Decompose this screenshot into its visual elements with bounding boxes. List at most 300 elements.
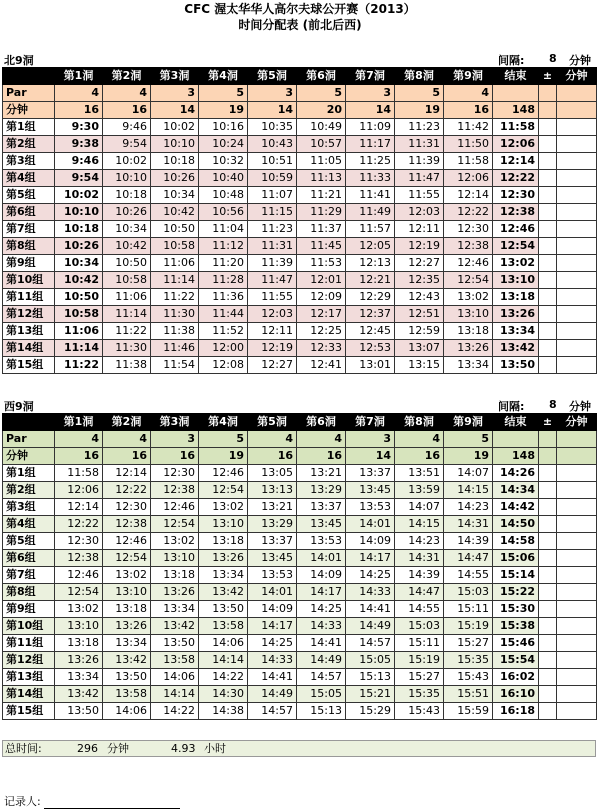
group-label: 第8组 xyxy=(3,584,55,601)
tee-time-cell: 13:42 xyxy=(103,652,151,669)
tee-time-cell: 12:38 xyxy=(151,482,199,499)
tee-time-cell: 13:58 xyxy=(199,618,248,635)
tee-time-cell: 13:42 xyxy=(151,618,199,635)
adjust-cell[interactable] xyxy=(539,136,557,153)
adjust-cell[interactable] xyxy=(557,635,597,652)
tee-time-cell: 13:02 xyxy=(151,533,199,550)
empty-cell xyxy=(539,85,557,102)
tee-time-cell: 10:26 xyxy=(55,238,103,255)
group-label: 第10组 xyxy=(3,272,55,289)
tee-time-cell: 13:15 xyxy=(395,357,444,374)
tee-time-cell: 12:54 xyxy=(199,482,248,499)
tee-time-cell: 14:39 xyxy=(444,533,493,550)
adjust-cell[interactable] xyxy=(539,703,557,720)
adjust-cell[interactable] xyxy=(539,652,557,669)
minutes-label: 分钟 xyxy=(3,448,55,465)
tee-time-cell: 12:46 xyxy=(55,567,103,584)
tee-time-cell: 12:35 xyxy=(395,272,444,289)
north-header-cell: ± xyxy=(539,68,557,85)
minutes-value: 20 xyxy=(297,102,346,119)
minutes-value: 16 xyxy=(297,448,346,465)
end-time-cell: 13:42 xyxy=(493,340,539,357)
tee-time-cell: 13:45 xyxy=(346,482,395,499)
tee-time-cell: 14:15 xyxy=(395,516,444,533)
tee-time-cell: 13:18 xyxy=(103,601,151,618)
adjust-cell[interactable] xyxy=(557,221,597,238)
tee-time-cell: 15:35 xyxy=(444,652,493,669)
group-label: 第13组 xyxy=(3,669,55,686)
group-label: 第15组 xyxy=(3,357,55,374)
adjust-cell[interactable] xyxy=(539,153,557,170)
table-row xyxy=(3,221,597,238)
group-label: 第15组 xyxy=(3,703,55,720)
tee-time-cell: 13:21 xyxy=(248,499,297,516)
total-hours-value: 4.93 xyxy=(171,742,196,755)
tee-time-cell: 12:11 xyxy=(395,221,444,238)
par-value: 5 xyxy=(199,431,248,448)
tee-time-cell: 15:13 xyxy=(297,703,346,720)
west-schedule-table xyxy=(2,413,597,720)
adjust-cell[interactable] xyxy=(557,482,597,499)
west-header-cell: ± xyxy=(539,414,557,431)
par-value: 5 xyxy=(444,431,493,448)
total-time-label: 总时间: xyxy=(5,742,42,755)
tee-time-cell: 12:06 xyxy=(444,170,493,187)
west-header-cell: 第8洞 xyxy=(395,414,444,431)
adjust-cell[interactable] xyxy=(539,255,557,272)
par-value: 5 xyxy=(395,85,444,102)
table-row xyxy=(3,550,597,567)
tee-time-cell: 9:38 xyxy=(55,136,103,153)
adjust-cell[interactable] xyxy=(557,153,597,170)
adjust-cell[interactable] xyxy=(539,550,557,567)
adjust-cell[interactable] xyxy=(557,306,597,323)
adjust-cell[interactable] xyxy=(539,482,557,499)
tee-time-cell: 10:02 xyxy=(55,187,103,204)
par-value: 3 xyxy=(248,85,297,102)
tee-time-cell: 14:14 xyxy=(151,686,199,703)
north-header-cell: 结束 xyxy=(493,68,539,85)
north-header-cell: 第9洞 xyxy=(444,68,493,85)
tee-time-cell: 15:19 xyxy=(444,618,493,635)
end-time-cell: 15:54 xyxy=(493,652,539,669)
adjust-cell[interactable] xyxy=(539,272,557,289)
tee-time-cell: 13:58 xyxy=(151,652,199,669)
tee-time-cell: 11:31 xyxy=(395,136,444,153)
adjust-cell[interactable] xyxy=(557,170,597,187)
tee-time-cell: 10:58 xyxy=(151,238,199,255)
tee-time-cell: 11:22 xyxy=(55,357,103,374)
tee-time-cell: 10:50 xyxy=(103,255,151,272)
table-row xyxy=(3,669,597,686)
tee-time-cell: 12:03 xyxy=(248,306,297,323)
adjust-cell[interactable] xyxy=(539,601,557,618)
adjust-cell[interactable] xyxy=(539,289,557,306)
minutes-value: 16 xyxy=(103,448,151,465)
tee-time-cell: 15:21 xyxy=(346,686,395,703)
tee-time-cell: 15:43 xyxy=(444,669,493,686)
end-time-cell: 16:02 xyxy=(493,669,539,686)
tee-time-cell: 13:50 xyxy=(55,703,103,720)
tee-time-cell: 13:34 xyxy=(55,669,103,686)
adjust-cell[interactable] xyxy=(539,499,557,516)
group-label: 第10组 xyxy=(3,618,55,635)
adjust-cell[interactable] xyxy=(539,618,557,635)
tee-time-cell: 14:31 xyxy=(395,550,444,567)
tee-time-cell: 14:14 xyxy=(199,652,248,669)
adjust-cell[interactable] xyxy=(557,357,597,374)
tee-time-cell: 13:53 xyxy=(346,499,395,516)
tee-time-cell: 11:52 xyxy=(199,323,248,340)
tee-time-cell: 13:10 xyxy=(444,306,493,323)
adjust-cell[interactable] xyxy=(557,533,597,550)
adjust-cell[interactable] xyxy=(539,187,557,204)
table-row xyxy=(3,306,597,323)
adjust-cell[interactable] xyxy=(557,465,597,482)
north-header-cell xyxy=(3,68,55,85)
group-label: 第2组 xyxy=(3,136,55,153)
adjust-cell[interactable] xyxy=(539,323,557,340)
table-row xyxy=(3,482,597,499)
tee-time-cell: 14:07 xyxy=(395,499,444,516)
adjust-cell[interactable] xyxy=(557,204,597,221)
minutes-value: 19 xyxy=(444,448,493,465)
tee-time-cell: 12:14 xyxy=(103,465,151,482)
table-row xyxy=(3,153,597,170)
end-time-cell: 12:30 xyxy=(493,187,539,204)
table-row xyxy=(3,601,597,618)
tee-time-cell: 12:25 xyxy=(297,323,346,340)
table-row xyxy=(3,618,597,635)
end-time-cell: 13:26 xyxy=(493,306,539,323)
west-minutes-row xyxy=(3,448,597,465)
tee-time-cell: 12:30 xyxy=(103,499,151,516)
group-label: 第9组 xyxy=(3,255,55,272)
end-time-cell: 12:14 xyxy=(493,153,539,170)
minutes-value: 16 xyxy=(395,448,444,465)
empty-cell xyxy=(539,431,557,448)
tee-time-cell: 12:08 xyxy=(199,357,248,374)
tee-time-cell: 12:53 xyxy=(346,340,395,357)
adjust-cell[interactable] xyxy=(539,119,557,136)
empty-cell xyxy=(557,431,597,448)
tee-time-cell: 14:22 xyxy=(151,703,199,720)
adjust-cell[interactable] xyxy=(557,272,597,289)
tee-time-cell: 14:06 xyxy=(199,635,248,652)
tee-time-cell: 11:47 xyxy=(248,272,297,289)
empty-cell xyxy=(557,448,597,465)
tee-time-cell: 11:36 xyxy=(199,289,248,306)
tee-time-cell: 12:54 xyxy=(444,272,493,289)
tee-time-cell: 12:13 xyxy=(346,255,395,272)
tee-time-cell: 13:53 xyxy=(248,567,297,584)
par-value: 3 xyxy=(346,85,395,102)
group-label: 第1组 xyxy=(3,119,55,136)
tee-time-cell: 13:58 xyxy=(103,686,151,703)
group-label: 第2组 xyxy=(3,482,55,499)
tee-time-cell: 13:26 xyxy=(103,618,151,635)
tee-time-cell: 11:57 xyxy=(346,221,395,238)
tee-time-cell: 14:49 xyxy=(248,686,297,703)
tee-time-cell: 14:47 xyxy=(395,584,444,601)
tee-time-cell: 13:01 xyxy=(346,357,395,374)
north-header-cell: 第3洞 xyxy=(151,68,199,85)
tee-time-cell: 12:30 xyxy=(444,221,493,238)
tee-time-cell: 11:29 xyxy=(297,204,346,221)
tee-time-cell: 14:17 xyxy=(297,584,346,601)
tee-time-cell: 14:39 xyxy=(395,567,444,584)
tee-time-cell: 14:15 xyxy=(444,482,493,499)
table-row xyxy=(3,516,597,533)
adjust-cell[interactable] xyxy=(557,686,597,703)
tee-time-cell: 12:54 xyxy=(55,584,103,601)
recorder-label: 记录人: xyxy=(4,795,41,808)
adjust-cell[interactable] xyxy=(557,187,597,204)
tee-time-cell: 14:57 xyxy=(297,669,346,686)
tee-time-cell: 10:48 xyxy=(199,187,248,204)
adjust-cell[interactable] xyxy=(539,170,557,187)
west-header-cell: 第1洞 xyxy=(55,414,103,431)
adjust-cell[interactable] xyxy=(539,584,557,601)
adjust-cell[interactable] xyxy=(539,669,557,686)
tee-time-cell: 11:21 xyxy=(297,187,346,204)
tee-time-cell: 10:40 xyxy=(199,170,248,187)
adjust-cell[interactable] xyxy=(557,567,597,584)
tee-time-cell: 12:45 xyxy=(346,323,395,340)
minutes-value: 16 xyxy=(103,102,151,119)
adjust-cell[interactable] xyxy=(539,340,557,357)
tee-time-cell: 14:30 xyxy=(199,686,248,703)
tee-time-cell: 11:06 xyxy=(103,289,151,306)
tee-time-cell: 14:09 xyxy=(297,567,346,584)
west-header-cell: 第7洞 xyxy=(346,414,395,431)
north-header-cell: 第5洞 xyxy=(248,68,297,85)
tee-time-cell: 9:30 xyxy=(55,119,103,136)
recorder-signature-line[interactable] xyxy=(44,798,180,809)
adjust-cell[interactable] xyxy=(557,703,597,720)
tee-time-cell: 12:46 xyxy=(444,255,493,272)
tee-time-cell: 10:42 xyxy=(151,204,199,221)
north-header-cell: 分钟 xyxy=(557,68,597,85)
tee-time-cell: 12:19 xyxy=(395,238,444,255)
north-par-row xyxy=(3,85,597,102)
tee-time-cell: 11:22 xyxy=(103,323,151,340)
minutes-total: 148 xyxy=(493,102,539,119)
tee-time-cell: 10:42 xyxy=(103,238,151,255)
tee-time-cell: 13:18 xyxy=(199,533,248,550)
adjust-cell[interactable] xyxy=(557,584,597,601)
group-label: 第13组 xyxy=(3,323,55,340)
tee-time-cell: 13:34 xyxy=(199,567,248,584)
tee-time-cell: 11:50 xyxy=(444,136,493,153)
tee-time-cell: 10:43 xyxy=(248,136,297,153)
north-header-cell: 第8洞 xyxy=(395,68,444,85)
tee-time-cell: 14:33 xyxy=(248,652,297,669)
adjust-cell[interactable] xyxy=(539,533,557,550)
tee-time-cell: 13:59 xyxy=(395,482,444,499)
tee-time-cell: 13:50 xyxy=(199,601,248,618)
tee-time-cell: 14:49 xyxy=(346,618,395,635)
tee-time-cell: 14:41 xyxy=(297,635,346,652)
tee-time-cell: 14:41 xyxy=(346,601,395,618)
tee-time-cell: 15:13 xyxy=(346,669,395,686)
table-row xyxy=(3,204,597,221)
tee-time-cell: 11:14 xyxy=(55,340,103,357)
tee-time-cell: 11:14 xyxy=(151,272,199,289)
west-header-cell: 第9洞 xyxy=(444,414,493,431)
tee-time-cell: 12:46 xyxy=(151,499,199,516)
tee-time-cell: 15:05 xyxy=(346,652,395,669)
adjust-cell[interactable] xyxy=(557,550,597,567)
end-time-cell: 12:54 xyxy=(493,238,539,255)
tee-time-cell: 11:38 xyxy=(151,323,199,340)
adjust-cell[interactable] xyxy=(539,357,557,374)
adjust-cell[interactable] xyxy=(557,238,597,255)
adjust-cell[interactable] xyxy=(557,323,597,340)
adjust-cell[interactable] xyxy=(557,289,597,306)
minutes-value: 19 xyxy=(395,102,444,119)
par-value: 4 xyxy=(444,85,493,102)
tee-time-cell: 12:30 xyxy=(55,533,103,550)
tee-time-cell: 12:27 xyxy=(395,255,444,272)
tee-time-cell: 13:34 xyxy=(103,635,151,652)
tee-time-cell: 15:03 xyxy=(444,584,493,601)
tee-time-cell: 11:47 xyxy=(395,170,444,187)
tee-time-cell: 9:46 xyxy=(55,153,103,170)
tee-time-cell: 12:27 xyxy=(248,357,297,374)
tee-time-cell: 11:30 xyxy=(151,306,199,323)
tee-time-cell: 11:25 xyxy=(346,153,395,170)
adjust-cell[interactable] xyxy=(557,340,597,357)
group-label: 第5组 xyxy=(3,187,55,204)
tee-time-cell: 10:56 xyxy=(199,204,248,221)
tee-time-cell: 11:39 xyxy=(395,153,444,170)
tee-time-cell: 13:02 xyxy=(444,289,493,306)
tee-time-cell: 11:23 xyxy=(395,119,444,136)
end-time-cell: 14:58 xyxy=(493,533,539,550)
tee-time-cell: 10:50 xyxy=(151,221,199,238)
tee-time-cell: 12:05 xyxy=(346,238,395,255)
adjust-cell[interactable] xyxy=(539,204,557,221)
tee-time-cell: 14:25 xyxy=(248,635,297,652)
west-header-cell: 第2洞 xyxy=(103,414,151,431)
tee-time-cell: 12:01 xyxy=(297,272,346,289)
tee-time-cell: 13:29 xyxy=(297,482,346,499)
adjust-cell[interactable] xyxy=(557,669,597,686)
tee-time-cell: 14:33 xyxy=(297,618,346,635)
tee-time-cell: 12:46 xyxy=(199,465,248,482)
adjust-cell[interactable] xyxy=(539,635,557,652)
adjust-cell[interactable] xyxy=(557,136,597,153)
tee-time-cell: 13:13 xyxy=(248,482,297,499)
adjust-cell[interactable] xyxy=(539,465,557,482)
west-header-cell: 第5洞 xyxy=(248,414,297,431)
north-header-cell: 第7洞 xyxy=(346,68,395,85)
table-row xyxy=(3,255,597,272)
total-hours-unit: 小时 xyxy=(204,742,226,755)
adjust-cell[interactable] xyxy=(557,618,597,635)
tee-time-cell: 10:18 xyxy=(103,187,151,204)
adjust-cell[interactable] xyxy=(557,119,597,136)
adjust-cell[interactable] xyxy=(539,567,557,584)
tee-time-cell: 14:07 xyxy=(444,465,493,482)
tee-time-cell: 14:17 xyxy=(248,618,297,635)
tee-time-cell: 14:06 xyxy=(151,669,199,686)
end-time-cell: 15:06 xyxy=(493,550,539,567)
group-label: 第14组 xyxy=(3,340,55,357)
end-time-cell: 14:34 xyxy=(493,482,539,499)
end-time-cell: 15:38 xyxy=(493,618,539,635)
tee-time-cell: 14:22 xyxy=(199,669,248,686)
table-row xyxy=(3,272,597,289)
adjust-cell[interactable] xyxy=(557,652,597,669)
par-value: 3 xyxy=(151,431,199,448)
tee-time-cell: 11:23 xyxy=(248,221,297,238)
tee-time-cell: 13:51 xyxy=(395,465,444,482)
tee-time-cell: 12:19 xyxy=(248,340,297,357)
tee-time-cell: 15:03 xyxy=(395,618,444,635)
adjust-cell[interactable] xyxy=(539,221,557,238)
tee-time-cell: 10:49 xyxy=(297,119,346,136)
adjust-cell[interactable] xyxy=(539,238,557,255)
tee-time-cell: 13:53 xyxy=(297,533,346,550)
table-row xyxy=(3,533,597,550)
table-row xyxy=(3,323,597,340)
tee-time-cell: 10:34 xyxy=(103,221,151,238)
tee-time-cell: 9:54 xyxy=(55,170,103,187)
tee-time-cell: 10:18 xyxy=(151,153,199,170)
tee-time-cell: 11:44 xyxy=(199,306,248,323)
tee-time-cell: 11:58 xyxy=(444,153,493,170)
north-interval-value: 8 xyxy=(549,52,557,65)
adjust-cell[interactable] xyxy=(557,516,597,533)
adjust-cell[interactable] xyxy=(557,255,597,272)
adjust-cell[interactable] xyxy=(557,499,597,516)
group-label: 第3组 xyxy=(3,153,55,170)
par-value: 4 xyxy=(55,431,103,448)
group-label: 第11组 xyxy=(3,289,55,306)
tee-time-cell: 12:14 xyxy=(444,187,493,204)
tee-time-cell: 14:25 xyxy=(297,601,346,618)
tee-time-cell: 14:55 xyxy=(395,601,444,618)
tee-time-cell: 13:26 xyxy=(151,584,199,601)
tee-time-cell: 13:10 xyxy=(199,516,248,533)
west-header-cell: 分钟 xyxy=(557,414,597,431)
tee-time-cell: 14:06 xyxy=(103,703,151,720)
tee-time-cell: 11:53 xyxy=(297,255,346,272)
tee-time-cell: 12:14 xyxy=(55,499,103,516)
tee-time-cell: 12:59 xyxy=(395,323,444,340)
tee-time-cell: 13:42 xyxy=(199,584,248,601)
tee-time-cell: 10:26 xyxy=(151,170,199,187)
end-time-cell: 14:42 xyxy=(493,499,539,516)
adjust-cell[interactable] xyxy=(539,306,557,323)
tee-time-cell: 9:46 xyxy=(103,119,151,136)
tee-time-cell: 15:27 xyxy=(395,669,444,686)
table-row xyxy=(3,703,597,720)
adjust-cell[interactable] xyxy=(539,686,557,703)
group-label: 第5组 xyxy=(3,533,55,550)
tee-time-cell: 12:17 xyxy=(297,306,346,323)
adjust-cell[interactable] xyxy=(557,601,597,618)
adjust-cell[interactable] xyxy=(539,516,557,533)
group-label: 第4组 xyxy=(3,516,55,533)
tee-time-cell: 15:19 xyxy=(395,652,444,669)
tee-time-cell: 13:05 xyxy=(248,465,297,482)
tee-time-cell: 14:23 xyxy=(444,499,493,516)
tee-time-cell: 10:10 xyxy=(103,170,151,187)
empty-cell xyxy=(557,102,597,119)
